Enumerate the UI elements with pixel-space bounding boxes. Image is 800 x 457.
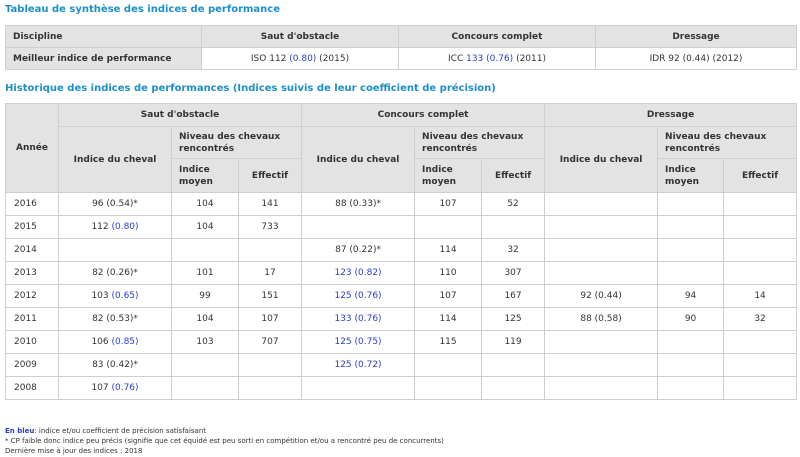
so-niveau-header: Niveau des chevaux rencontrés <box>172 127 302 159</box>
cc-indice-header: Indice du cheval <box>302 127 415 193</box>
cc-moyen-cell: 115 <box>415 331 482 354</box>
summary-table <box>5 25 797 70</box>
legend-star-line: * CP faible donc indice peu précis (signifie que cet équidé est peu sorti en compétition et/ou a rencontré peu de concurrents) <box>5 437 444 445</box>
summary-header-row <box>6 26 797 48</box>
cc-indice-cell <box>302 193 415 216</box>
so-moyen-cell: 104 <box>172 308 239 331</box>
dr-moyen-cell <box>658 377 724 400</box>
so-indice-cell <box>59 377 172 400</box>
so-indice-cell <box>59 354 172 377</box>
so-effectif-header: Effectif <box>239 159 302 193</box>
year-cell: 2013 <box>6 262 59 285</box>
so-effectif-cell: 707 <box>239 331 302 354</box>
legend-blue-label: En bleu <box>5 427 35 435</box>
cc-moyen-header: Indice moyen <box>415 159 482 193</box>
cc-effectif-header: Effectif <box>482 159 545 193</box>
cc-effectif-cell: 307 <box>482 262 545 285</box>
cc-moyen-cell <box>415 354 482 377</box>
cc-effectif-cell <box>482 354 545 377</box>
summary-cell-dressage <box>596 48 797 70</box>
so-indice-precise-value: (0.65) <box>111 291 139 301</box>
cc-indice-precise-value: 125 (0.72) <box>334 360 382 370</box>
so-moyen-cell <box>172 377 239 400</box>
table-row <box>6 239 797 262</box>
history-body <box>6 193 797 400</box>
cc-effectif-cell: 32 <box>482 239 545 262</box>
cc-indice-cell <box>302 285 415 308</box>
group-concours-header: Concours complet <box>302 104 545 127</box>
cc-effectif-cell: 167 <box>482 285 545 308</box>
so-indice-value: 103 <box>91 291 112 301</box>
summary-saut-blue: (0.80) <box>289 53 317 64</box>
so-indice-cell <box>59 216 172 239</box>
cc-indice-cell <box>302 216 415 239</box>
dr-indice-cell <box>545 262 658 285</box>
dr-indice-cell <box>545 308 658 331</box>
concours-header: Concours complet <box>399 26 596 48</box>
dr-effectif-cell <box>724 262 797 285</box>
so-indice-value: 112 <box>91 222 112 232</box>
dr-niveau-header: Niveau des chevaux rencontrés <box>658 127 797 159</box>
table-row <box>6 285 797 308</box>
so-indice-cell <box>59 193 172 216</box>
cc-indice-precise-value: 133 (0.76) <box>334 314 382 324</box>
dr-indice-cell <box>545 377 658 400</box>
dr-moyen-cell <box>658 216 724 239</box>
so-moyen-header: Indice moyen <box>172 159 239 193</box>
year-cell: 2015 <box>6 216 59 239</box>
cc-indice-precise-value: 125 (0.76) <box>334 291 382 301</box>
so-indice-cell <box>59 331 172 354</box>
dr-effectif-cell: 32 <box>724 308 797 331</box>
saut-header: Saut d'obstacle <box>202 26 399 48</box>
so-effectif-cell: 17 <box>239 262 302 285</box>
dr-effectif-cell <box>724 354 797 377</box>
dr-effectif-header: Effectif <box>724 159 797 193</box>
so-effectif-cell <box>239 354 302 377</box>
dr-moyen-header: Indice moyen <box>658 159 724 193</box>
dr-effectif-cell <box>724 216 797 239</box>
so-moyen-cell <box>172 354 239 377</box>
dr-moyen-cell <box>658 239 724 262</box>
so-moyen-cell <box>172 239 239 262</box>
cc-moyen-cell: 114 <box>415 308 482 331</box>
so-moyen-cell: 103 <box>172 331 239 354</box>
dr-indice-cell <box>545 216 658 239</box>
cc-moyen-cell <box>415 216 482 239</box>
so-effectif-cell <box>239 377 302 400</box>
so-indice-header: Indice du cheval <box>59 127 172 193</box>
summary-title: Tableau de synthèse des indices de performance <box>5 4 280 15</box>
cc-moyen-cell: 107 <box>415 193 482 216</box>
dr-moyen-cell <box>658 331 724 354</box>
history-title: Historique des indices de performances (Indices suivis de leur coefficient de précision) <box>5 83 496 94</box>
cc-indice-value: 88 (0.33)* <box>335 199 381 209</box>
cc-effectif-cell: 125 <box>482 308 545 331</box>
cc-effectif-cell <box>482 377 545 400</box>
year-cell: 2008 <box>6 377 59 400</box>
cc-niveau-header: Niveau des chevaux rencontrés <box>415 127 545 159</box>
cc-indice-cell <box>302 377 415 400</box>
table-row <box>6 262 797 285</box>
legend <box>5 426 444 456</box>
table-row <box>6 377 797 400</box>
cc-moyen-cell: 110 <box>415 262 482 285</box>
discipline-header: Discipline <box>6 26 202 48</box>
dr-moyen-cell: 90 <box>658 308 724 331</box>
group-saut-header: Saut d'obstacle <box>59 104 302 127</box>
so-effectif-cell: 141 <box>239 193 302 216</box>
dr-effectif-cell: 14 <box>724 285 797 308</box>
summary-data-row <box>6 48 797 70</box>
cc-indice-value: 87 (0.22)* <box>335 245 381 255</box>
so-indice-value: 83 (0.42)* <box>92 360 138 370</box>
cc-indice-cell <box>302 354 415 377</box>
history-group-row <box>6 104 797 127</box>
group-dressage-header: Dressage <box>545 104 797 127</box>
year-header: Année <box>6 104 59 193</box>
dr-indice-cell <box>545 193 658 216</box>
dr-indice-value: 88 (0.58) <box>580 314 622 324</box>
cc-indice-cell <box>302 331 415 354</box>
so-indice-cell <box>59 308 172 331</box>
table-row <box>6 216 797 239</box>
summary-concours-blue: 133 (0.76) <box>466 53 514 64</box>
so-indice-value: 82 (0.53)* <box>92 314 138 324</box>
summary-concours-post: (2011) <box>513 53 546 64</box>
so-indice-cell <box>59 239 172 262</box>
cc-moyen-cell <box>415 377 482 400</box>
dr-effectif-cell <box>724 377 797 400</box>
table-row <box>6 331 797 354</box>
summary-cell-concours <box>399 48 596 70</box>
dr-effectif-cell <box>724 239 797 262</box>
dr-moyen-cell: 94 <box>658 285 724 308</box>
dr-moyen-cell <box>658 354 724 377</box>
year-cell: 2016 <box>6 193 59 216</box>
history-table <box>5 103 797 400</box>
so-effectif-cell: 151 <box>239 285 302 308</box>
dr-effectif-cell <box>724 331 797 354</box>
year-cell: 2012 <box>6 285 59 308</box>
dr-moyen-cell <box>658 193 724 216</box>
so-indice-cell <box>59 285 172 308</box>
summary-concours-pre: ICC <box>448 53 467 64</box>
summary-saut-post: (2015) <box>316 53 350 64</box>
table-row <box>6 308 797 331</box>
summary-cell-saut <box>202 48 399 70</box>
cc-indice-precise-value: 125 (0.75) <box>334 337 382 347</box>
so-indice-precise-value: (0.80) <box>111 222 139 232</box>
legend-blue-text: : indice et/ou coefficient de précision satisfaisant <box>34 427 207 435</box>
cc-moyen-cell: 107 <box>415 285 482 308</box>
cc-effectif-cell: 52 <box>482 193 545 216</box>
table-row <box>6 193 797 216</box>
dr-effectif-cell <box>724 193 797 216</box>
cc-indice-cell <box>302 239 415 262</box>
year-cell: 2014 <box>6 239 59 262</box>
cc-indice-cell <box>302 308 415 331</box>
so-indice-cell <box>59 262 172 285</box>
so-indice-precise-value: (0.76) <box>111 383 139 393</box>
so-moyen-cell: 104 <box>172 193 239 216</box>
history-sub-row <box>6 127 797 159</box>
so-indice-value: 106 <box>91 337 112 347</box>
cc-indice-cell <box>302 262 415 285</box>
best-index-label: Meilleur indice de performance <box>6 48 202 70</box>
so-moyen-cell: 101 <box>172 262 239 285</box>
so-indice-value: 96 (0.54)* <box>92 199 138 209</box>
dr-indice-cell <box>545 239 658 262</box>
so-indice-value: 107 <box>91 383 112 393</box>
year-cell: 2009 <box>6 354 59 377</box>
summary-saut-pre: ISO 112 <box>250 53 290 64</box>
legend-update-line: Dernière mise à jour des indices : 2018 <box>5 447 143 455</box>
so-indice-precise-value: (0.85) <box>111 337 139 347</box>
summary-dressage-pre: IDR 92 (0.44) (2012) <box>649 53 743 64</box>
cc-effectif-cell <box>482 216 545 239</box>
so-effectif-cell: 733 <box>239 216 302 239</box>
year-cell: 2011 <box>6 308 59 331</box>
dressage-header: Dressage <box>596 26 797 48</box>
cc-effectif-cell: 119 <box>482 331 545 354</box>
cc-indice-precise-value: 123 (0.82) <box>334 268 382 278</box>
so-indice-value: 82 (0.26)* <box>92 268 138 278</box>
cc-moyen-cell: 114 <box>415 239 482 262</box>
dr-moyen-cell <box>658 262 724 285</box>
so-effectif-cell: 107 <box>239 308 302 331</box>
so-moyen-cell: 104 <box>172 216 239 239</box>
dr-indice-cell <box>545 331 658 354</box>
table-row <box>6 354 797 377</box>
so-effectif-cell <box>239 239 302 262</box>
dr-indice-cell <box>545 354 658 377</box>
legend-blue-line <box>5 426 444 436</box>
dr-indice-value: 92 (0.44) <box>580 291 622 301</box>
year-cell: 2010 <box>6 331 59 354</box>
dr-indice-cell <box>545 285 658 308</box>
so-moyen-cell: 99 <box>172 285 239 308</box>
dr-indice-header: Indice du cheval <box>545 127 658 193</box>
